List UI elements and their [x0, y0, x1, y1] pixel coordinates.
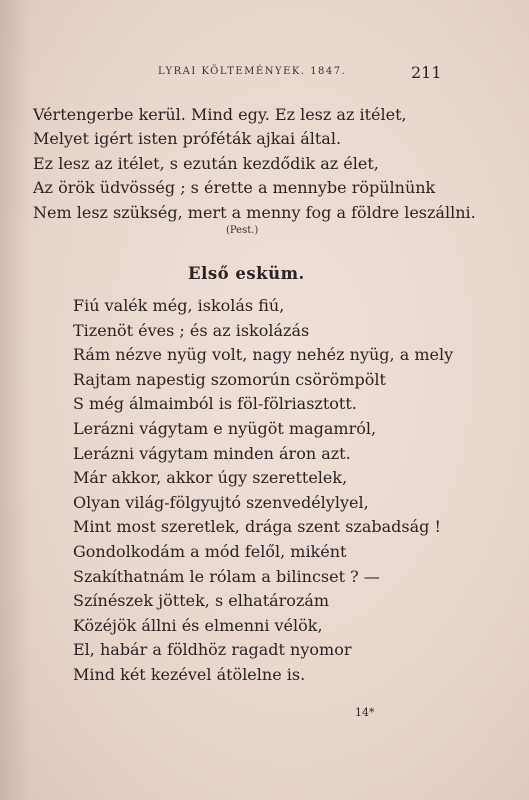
verse-line: Gondolkodám a mód felől, miként [73, 541, 347, 561]
verse-line: Színészek jöttek, s elhatározám [73, 591, 330, 611]
verse-line: Rajtam napestig szomorún csörömpölt [73, 369, 386, 389]
verse-line: S még álmaimból is föl-fölriasztott. [73, 394, 357, 414]
place-note: (Pest.) [226, 225, 259, 236]
running-header: LYRAI KÖLTEMÉNYEK. 1847. [158, 66, 347, 77]
poem-title: Első esküm. [188, 264, 305, 283]
verse-line: Fiú valék még, iskolás fiú, [73, 296, 285, 315]
verse-line: Szakíthatnám le rólam a bilincset ? — [73, 566, 380, 586]
verse-line: Tizenöt éves ; és az iskolázás [73, 320, 310, 340]
verse-line: Már akkor, akkor úgy szerettelek, [73, 468, 348, 488]
verse-line: Lerázni vágytam minden áron azt. [73, 443, 351, 463]
verse-line: Mind két kezével átölelne is. [73, 664, 306, 684]
previous-poem-ending [33, 103, 476, 225]
verse-line: Rám nézve nyüg volt, nagy nehéz nyüg, a mely [73, 345, 454, 365]
signature-mark: 14* [355, 706, 375, 719]
verse-line: Az örök üdvösség ; s érette a mennybe röpülnünk [33, 178, 436, 198]
verse-line: Melyet igért isten próféták ajkai által. [33, 129, 342, 149]
poem-body [73, 294, 453, 688]
verse-line: El, habár a földhöz ragadt nyomor [73, 640, 352, 660]
verse-line: Mint most szeretlek, drága szent szabadság ! [73, 517, 441, 537]
verse-line: Ez lesz az itélet, s ezután kezdődik az élet, [33, 153, 379, 173]
page-number: 211 [411, 63, 442, 82]
verse-line: Közéjök állni és elmenni vélök, [73, 615, 323, 635]
verse-line: Vértengerbe kerül. Mind egy. Ez lesz az itélet, [33, 105, 407, 124]
verse-line: Nem lesz szükség, mert a menny fog a földre leszállni. [33, 202, 476, 222]
verse-line: Lerázni vágytam e nyügöt magamról, [73, 418, 377, 438]
page-shadow [0, 0, 30, 800]
verse-line: Olyan világ-fölgyujtó szenvedélylyel, [73, 492, 369, 512]
